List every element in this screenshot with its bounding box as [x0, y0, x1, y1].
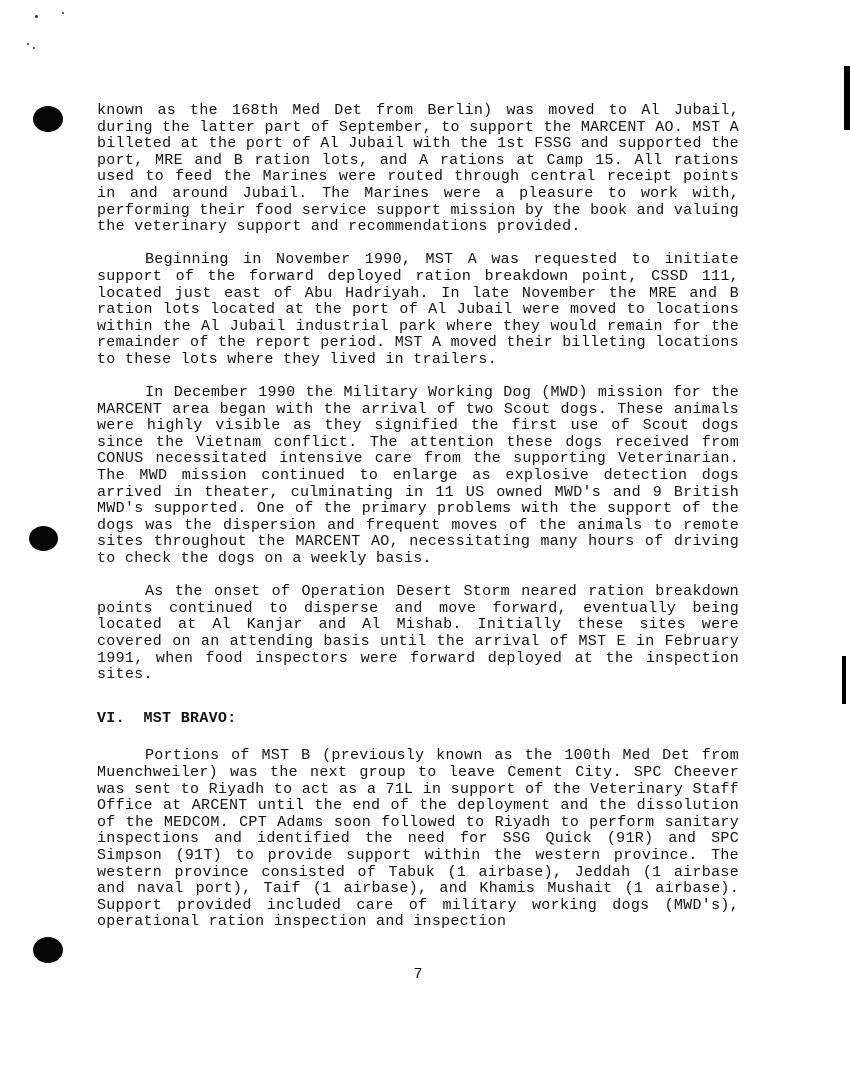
paragraph: Beginning in November 1990, MST A was requested to initiate support of the forward deployed ration breakdown point, CSSD 111, located just east of Abu Hadriyah. In late November the MRE and B ration lots located at the port of Al Jubail were moved to locations within the Al Jubail industrial park where they would remain for the remainder of the report period. MST A moved their billeting locations to these lots where they lived in trailers. [97, 251, 739, 368]
paragraph-continuation: known as the 168th Med Det from Berlin) was moved to Al Jubail, during the latter part of September, to support the MARCENT AO. MST A billeted at the port of Al Jubail with the 1st FSSG and supported the port, MRE and B ration lots, and A rations at Camp 15. All rations used to feed the Marines were routed through central receipt points in and around Jubail. The Marines were a pleasure to work with, performing their food service support mission by the book and valuing the veterinary support and recommendations provided. [97, 102, 739, 236]
paragraph: As the onset of Operation Desert Storm neared ration breakdown points continued to disperse and move forward, eventually being located at Al Kanjar and Al Mishab. Initially these sites were covered on an attending basis until the arrival of MST E in February 1991, when food inspectors were forward deployed at the inspection sites. [97, 583, 739, 684]
paragraph: In December 1990 the Military Working Dog (MWD) mission for the MARCENT area began with the arrival of two Scout dogs. These animals were highly visible as they signified the first use of Scout dogs since the Vietnam conflict. The attention these dogs received from CONUS necessitated intensive care from the supporting Veterinarian. The MWD mission continued to enlarge as explosive detection dogs arrived in theater, culminating in 11 US owned MWD's and 9 British MWD's supported. One of the primary problems with the support of the dogs was the dispersion and frequent moves of the animals to remote sites throughout the MARCENT AO, necessitating many hours of driving to check the dogs on a weekly basis. [97, 384, 739, 568]
hole-punch-top [33, 106, 63, 132]
scan-speck [33, 47, 35, 49]
right-edge-mark-middle [842, 656, 846, 704]
scan-speck [62, 12, 64, 14]
document-text-block [97, 103, 739, 948]
scan-speck [27, 43, 29, 45]
scan-speck [35, 15, 38, 18]
section-heading-mst-bravo: VI. MST BRAVO: [97, 709, 237, 727]
hole-punch-middle [29, 526, 58, 551]
right-edge-mark-top [844, 66, 850, 130]
paragraph: Portions of MST B (previously known as the 100th Med Det from Muenchweiler) was the next group to leave Cement City. SPC Cheever was sent to Riyadh to act as a 71L in support of the Veterinary Staff Office at ARCENT until the end of the deployment and the dissolution of the MEDCOM. CPT Adams soon followed to Riyadh to perform sanitary inspections and identified the need for SSG Quick (91R) and SPC Simpson (91T) to provide support within the western province. The western province consisted of Tabuk (1 airbase), Jeddah (1 airbase and naval port), Taif (1 airbase), and Khamis Mushait (1 airbase). Support provided included care of military working dogs (MWD's), operational ration inspection and inspection [97, 747, 739, 931]
page-number: 7 [413, 966, 423, 983]
hole-punch-bottom [33, 937, 63, 963]
